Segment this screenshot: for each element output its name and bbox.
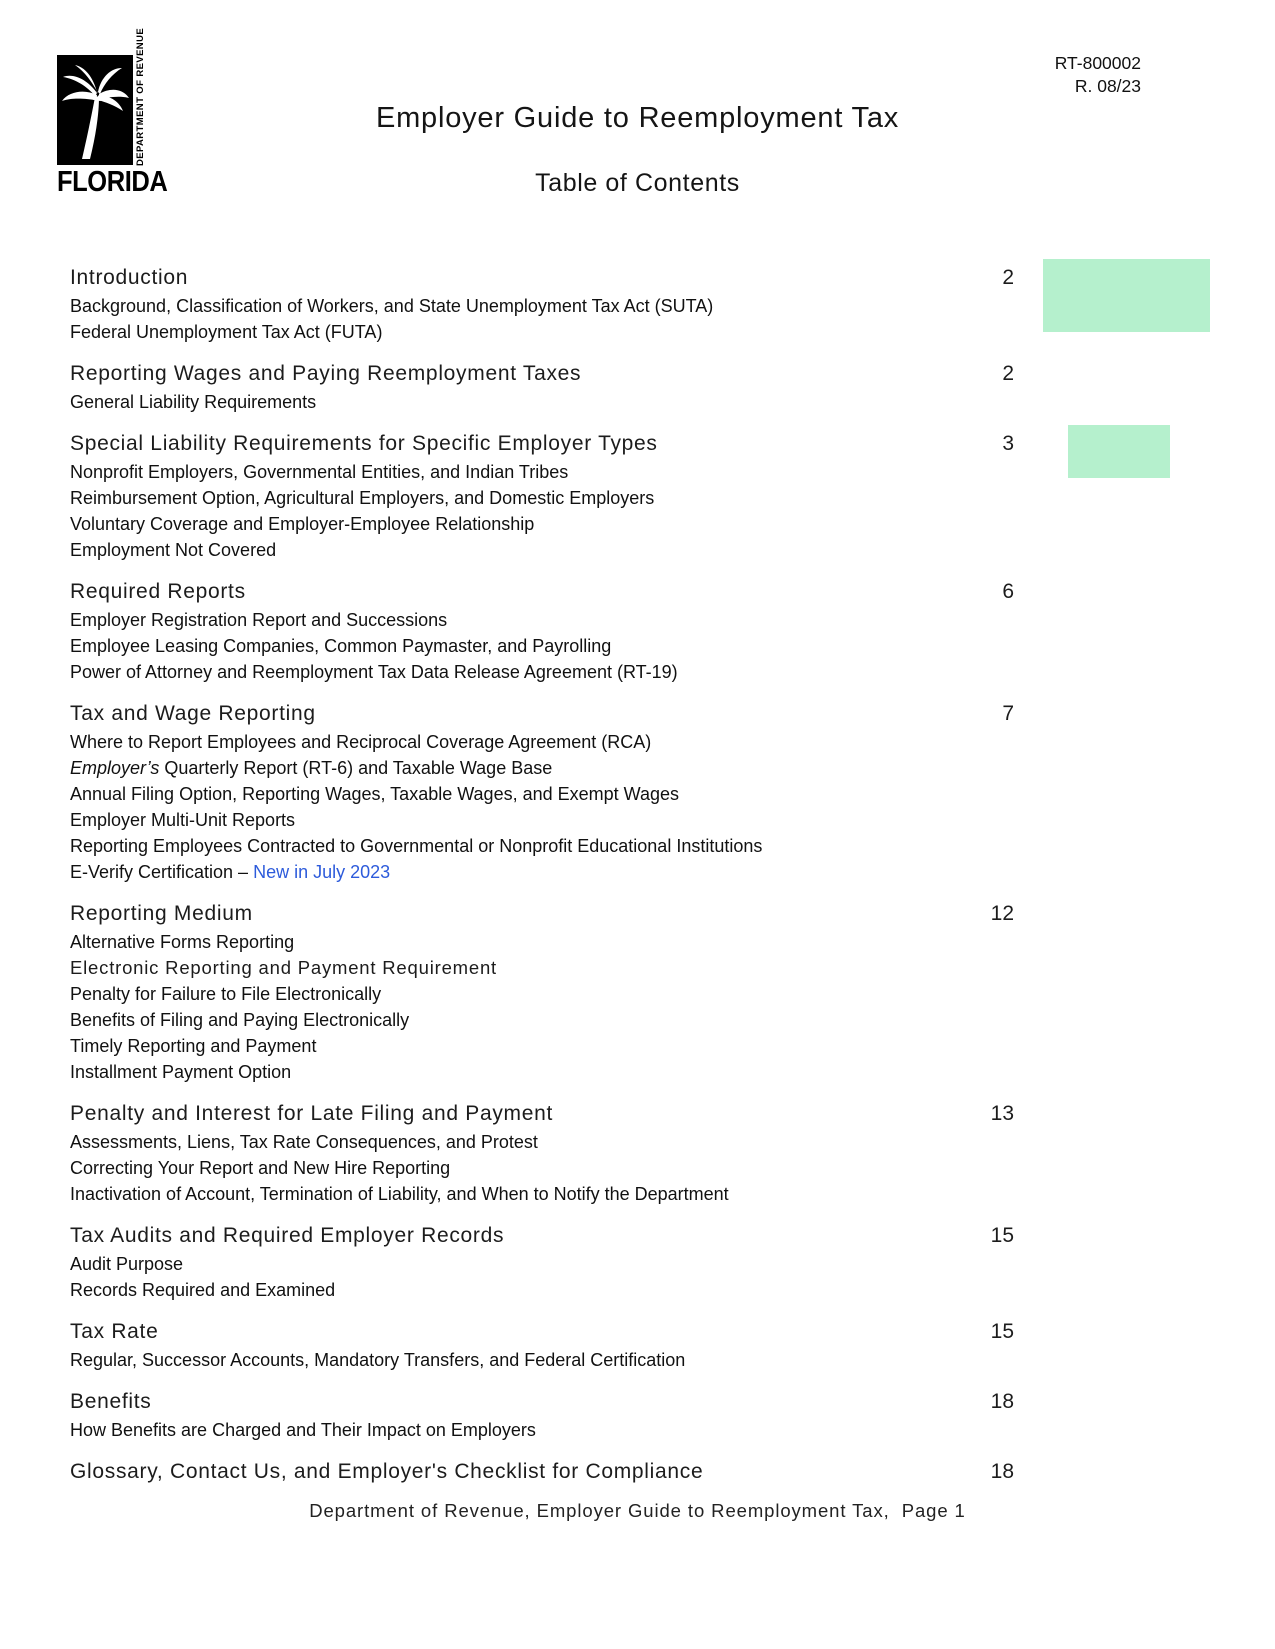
toc-subitem xyxy=(70,511,1014,537)
toc-section-heading-row xyxy=(70,1222,1014,1250)
toc-section xyxy=(70,578,1014,685)
toc-subitem-text: Voluntary Coverage and Employer-Employee Relationship xyxy=(70,514,535,534)
toc-section-page-number: 18 xyxy=(990,1390,1014,1413)
toc-section-page-number: 15 xyxy=(990,1320,1014,1343)
toc-section-heading-row xyxy=(70,1388,1014,1416)
toc-subitem-text: Federal Unemployment Tax Act (FUTA) xyxy=(70,322,383,342)
toc-subitem-text: Audit Purpose xyxy=(70,1254,184,1274)
toc-subitem xyxy=(70,1155,1014,1181)
toc-subitem xyxy=(70,981,1014,1007)
toc-subitem-text: Where to Report Employees and Reciprocal Coverage Agreement (RCA) xyxy=(70,732,652,752)
toc-section xyxy=(70,1458,1014,1486)
toc-subitem xyxy=(70,485,1014,511)
toc-section xyxy=(70,700,1014,885)
toc-subitem-text: Employer Multi-Unit Reports xyxy=(70,810,296,830)
toc-subitem-list xyxy=(70,293,1014,345)
toc-subitem xyxy=(70,755,1014,781)
toc-subitem xyxy=(70,1277,1014,1303)
toc-subitem-text: How Benefits are Charged and Their Impact on Employers xyxy=(70,1420,536,1440)
toc-section-heading-row xyxy=(70,430,1014,458)
toc-subitem-text: Timely Reporting and Payment xyxy=(70,1036,317,1056)
new-in-july-2023-note: New in July 2023 xyxy=(253,862,391,882)
toc-subitem xyxy=(70,1007,1014,1033)
toc-subitem xyxy=(70,319,1014,345)
toc-section xyxy=(70,360,1014,415)
toc-subitem-text: Employer’s xyxy=(70,758,160,778)
toc-section-title: Penalty and Interest for Late Filing and Payment xyxy=(70,1102,554,1125)
toc-subitem-list xyxy=(70,1129,1014,1207)
toc-section-title: Benefits xyxy=(70,1390,152,1413)
toc-section-page-number: 12 xyxy=(990,902,1014,925)
toc-subitem xyxy=(70,955,1014,981)
toc-subitem xyxy=(70,1251,1014,1277)
toc-subitem xyxy=(70,607,1014,633)
toc-subitem-text: Assessments, Liens, Tax Rate Consequences, and Protest xyxy=(70,1132,538,1152)
toc-section-page-number: 6 xyxy=(1002,580,1014,603)
toc-subitem-list xyxy=(70,607,1014,685)
toc-subitem xyxy=(70,729,1014,755)
toc-subitem xyxy=(70,781,1014,807)
toc-subitem xyxy=(70,459,1014,485)
toc-subitem-text: Employment Not Covered xyxy=(70,540,277,560)
logo-department-name: DEPARTMENT OF REVENUE xyxy=(135,27,146,166)
toc-subitem-text: Correcting Your Report and New Hire Reporting xyxy=(70,1158,451,1178)
toc-section-page-number: 18 xyxy=(990,1460,1014,1483)
toc-subitem-list xyxy=(70,389,1014,415)
toc-subitem xyxy=(70,293,1014,319)
table-of-contents-heading: Table of Contents xyxy=(535,169,740,197)
toc-section-heading-row xyxy=(70,1100,1014,1128)
toc-section-heading-row xyxy=(70,900,1014,928)
toc-subitem-text: Alternative Forms Reporting xyxy=(70,932,295,952)
toc-subitem-text: Inactivation of Account, Termination of Liability, and When to Notify the Department xyxy=(70,1184,729,1204)
toc-subitem xyxy=(70,1033,1014,1059)
green-highlight-marker xyxy=(1043,259,1210,332)
green-highlight-marker xyxy=(1068,425,1170,478)
toc-subitem xyxy=(70,929,1014,955)
toc-subitem xyxy=(70,659,1014,685)
toc-subitem-list xyxy=(70,929,1014,1085)
toc-section-title: Introduction xyxy=(70,266,189,289)
toc-section xyxy=(70,1100,1014,1207)
toc-section-page-number: 2 xyxy=(1002,362,1014,385)
toc-subitem-text: Regular, Successor Accounts, Mandatory Transfers, and Federal Certification xyxy=(70,1350,686,1370)
toc-subitem-text: Employee Leasing Companies, Common Paymaster, and Payrolling xyxy=(70,636,612,656)
toc-subitem-text: Installment Payment Option xyxy=(70,1062,292,1082)
toc-subitem-text: Employer Registration Report and Successions xyxy=(70,610,448,630)
toc-subitem xyxy=(70,1059,1014,1085)
toc-subitem-text: Benefits of Filing and Paying Electronically xyxy=(70,1010,410,1030)
footer-text: Department of Revenue, Employer Guide to Reemployment Tax, Page 1 xyxy=(309,1500,966,1521)
toc-section-heading-row xyxy=(70,360,1014,388)
toc-section xyxy=(70,900,1014,1085)
toc-section-heading-row xyxy=(70,700,1014,728)
toc-subitem-text: Reimbursement Option, Agricultural Employers, and Domestic Employers xyxy=(70,488,655,508)
toc-subitem-list xyxy=(70,459,1014,563)
toc-subitem-text: Electronic Reporting and Payment Requirement xyxy=(70,957,497,978)
toc-subitem xyxy=(70,633,1014,659)
toc-section-page-number: 7 xyxy=(1002,702,1014,725)
toc-subitem xyxy=(70,1129,1014,1155)
toc-subitem-text: General Liability Requirements xyxy=(70,392,317,412)
toc-section xyxy=(70,430,1014,563)
toc-section-title: Glossary, Contact Us, and Employer's Checklist for Compliance xyxy=(70,1460,704,1483)
toc-subitem-list xyxy=(70,729,1014,885)
toc-section-title: Required Reports xyxy=(70,580,246,603)
toc-section-page-number: 13 xyxy=(990,1102,1014,1125)
form-meta xyxy=(1055,52,1141,98)
toc-subitem-text: Background, Classification of Workers, and State Unemployment Tax Act (SUTA) xyxy=(70,296,714,316)
form-number: RT-800002 xyxy=(1054,53,1141,73)
toc-section-page-number: 2 xyxy=(1002,266,1014,289)
toc-section-title: Special Liability Requirements for Specific Employer Types xyxy=(70,432,658,455)
toc-section xyxy=(70,264,1014,345)
toc-subitem-list xyxy=(70,1251,1014,1303)
toc-subitem xyxy=(70,389,1014,415)
toc-section-title: Tax Audits and Required Employer Records xyxy=(70,1224,505,1247)
toc-subitem xyxy=(70,807,1014,833)
document-title: Employer Guide to Reemployment Tax xyxy=(375,102,900,134)
toc-subitem-text: Power of Attorney and Reemployment Tax Data Release Agreement (RT-19) xyxy=(70,662,678,682)
toc-subitem-text: Records Required and Examined xyxy=(70,1280,336,1300)
toc-section-heading-row xyxy=(70,264,1014,292)
toc-section xyxy=(70,1388,1014,1443)
toc-section-title: Reporting Wages and Paying Reemployment Taxes xyxy=(70,362,582,385)
toc-section-title: Tax Rate xyxy=(70,1320,159,1343)
toc-section xyxy=(70,1222,1014,1303)
toc-section-title: Tax and Wage Reporting xyxy=(70,702,316,725)
toc-subitem-list xyxy=(70,1347,1014,1373)
toc-subitem xyxy=(70,1181,1014,1207)
logo-state-name: FLORIDA xyxy=(57,166,168,198)
toc-subitem xyxy=(70,833,1014,859)
toc-list xyxy=(70,264,1014,1487)
toc-section xyxy=(70,1318,1014,1373)
toc-section-page-number: 3 xyxy=(1002,432,1014,455)
toc-section-heading-row xyxy=(70,1458,1014,1486)
toc-subitem xyxy=(70,859,1014,885)
form-revision: R. 08/23 xyxy=(1074,76,1141,96)
toc-section-page-number: 15 xyxy=(990,1224,1014,1247)
toc-subitem-text: Penalty for Failure to File Electronically xyxy=(70,984,382,1004)
toc-subitem xyxy=(70,537,1014,563)
toc-section-heading-row xyxy=(70,1318,1014,1346)
toc-subitem-text: Quarterly Report (RT-6) and Taxable Wage Base xyxy=(159,758,553,778)
toc-subitem-text: Annual Filing Option, Reporting Wages, Taxable Wages, and Exempt Wages xyxy=(70,784,679,804)
toc-subitem-text: Reporting Employees Contracted to Governmental or Nonprofit Educational Institutions xyxy=(70,836,763,856)
toc-subitem-list xyxy=(70,1417,1014,1443)
toc-section-heading-row xyxy=(70,578,1014,606)
toc-subitem xyxy=(70,1417,1014,1443)
toc-subitem-text: E-Verify Certification – xyxy=(70,862,254,882)
toc-subitem-text: Nonprofit Employers, Governmental Entities, and Indian Tribes xyxy=(70,462,569,482)
toc-subitem xyxy=(70,1347,1014,1373)
toc-section-title: Reporting Medium xyxy=(70,902,253,925)
